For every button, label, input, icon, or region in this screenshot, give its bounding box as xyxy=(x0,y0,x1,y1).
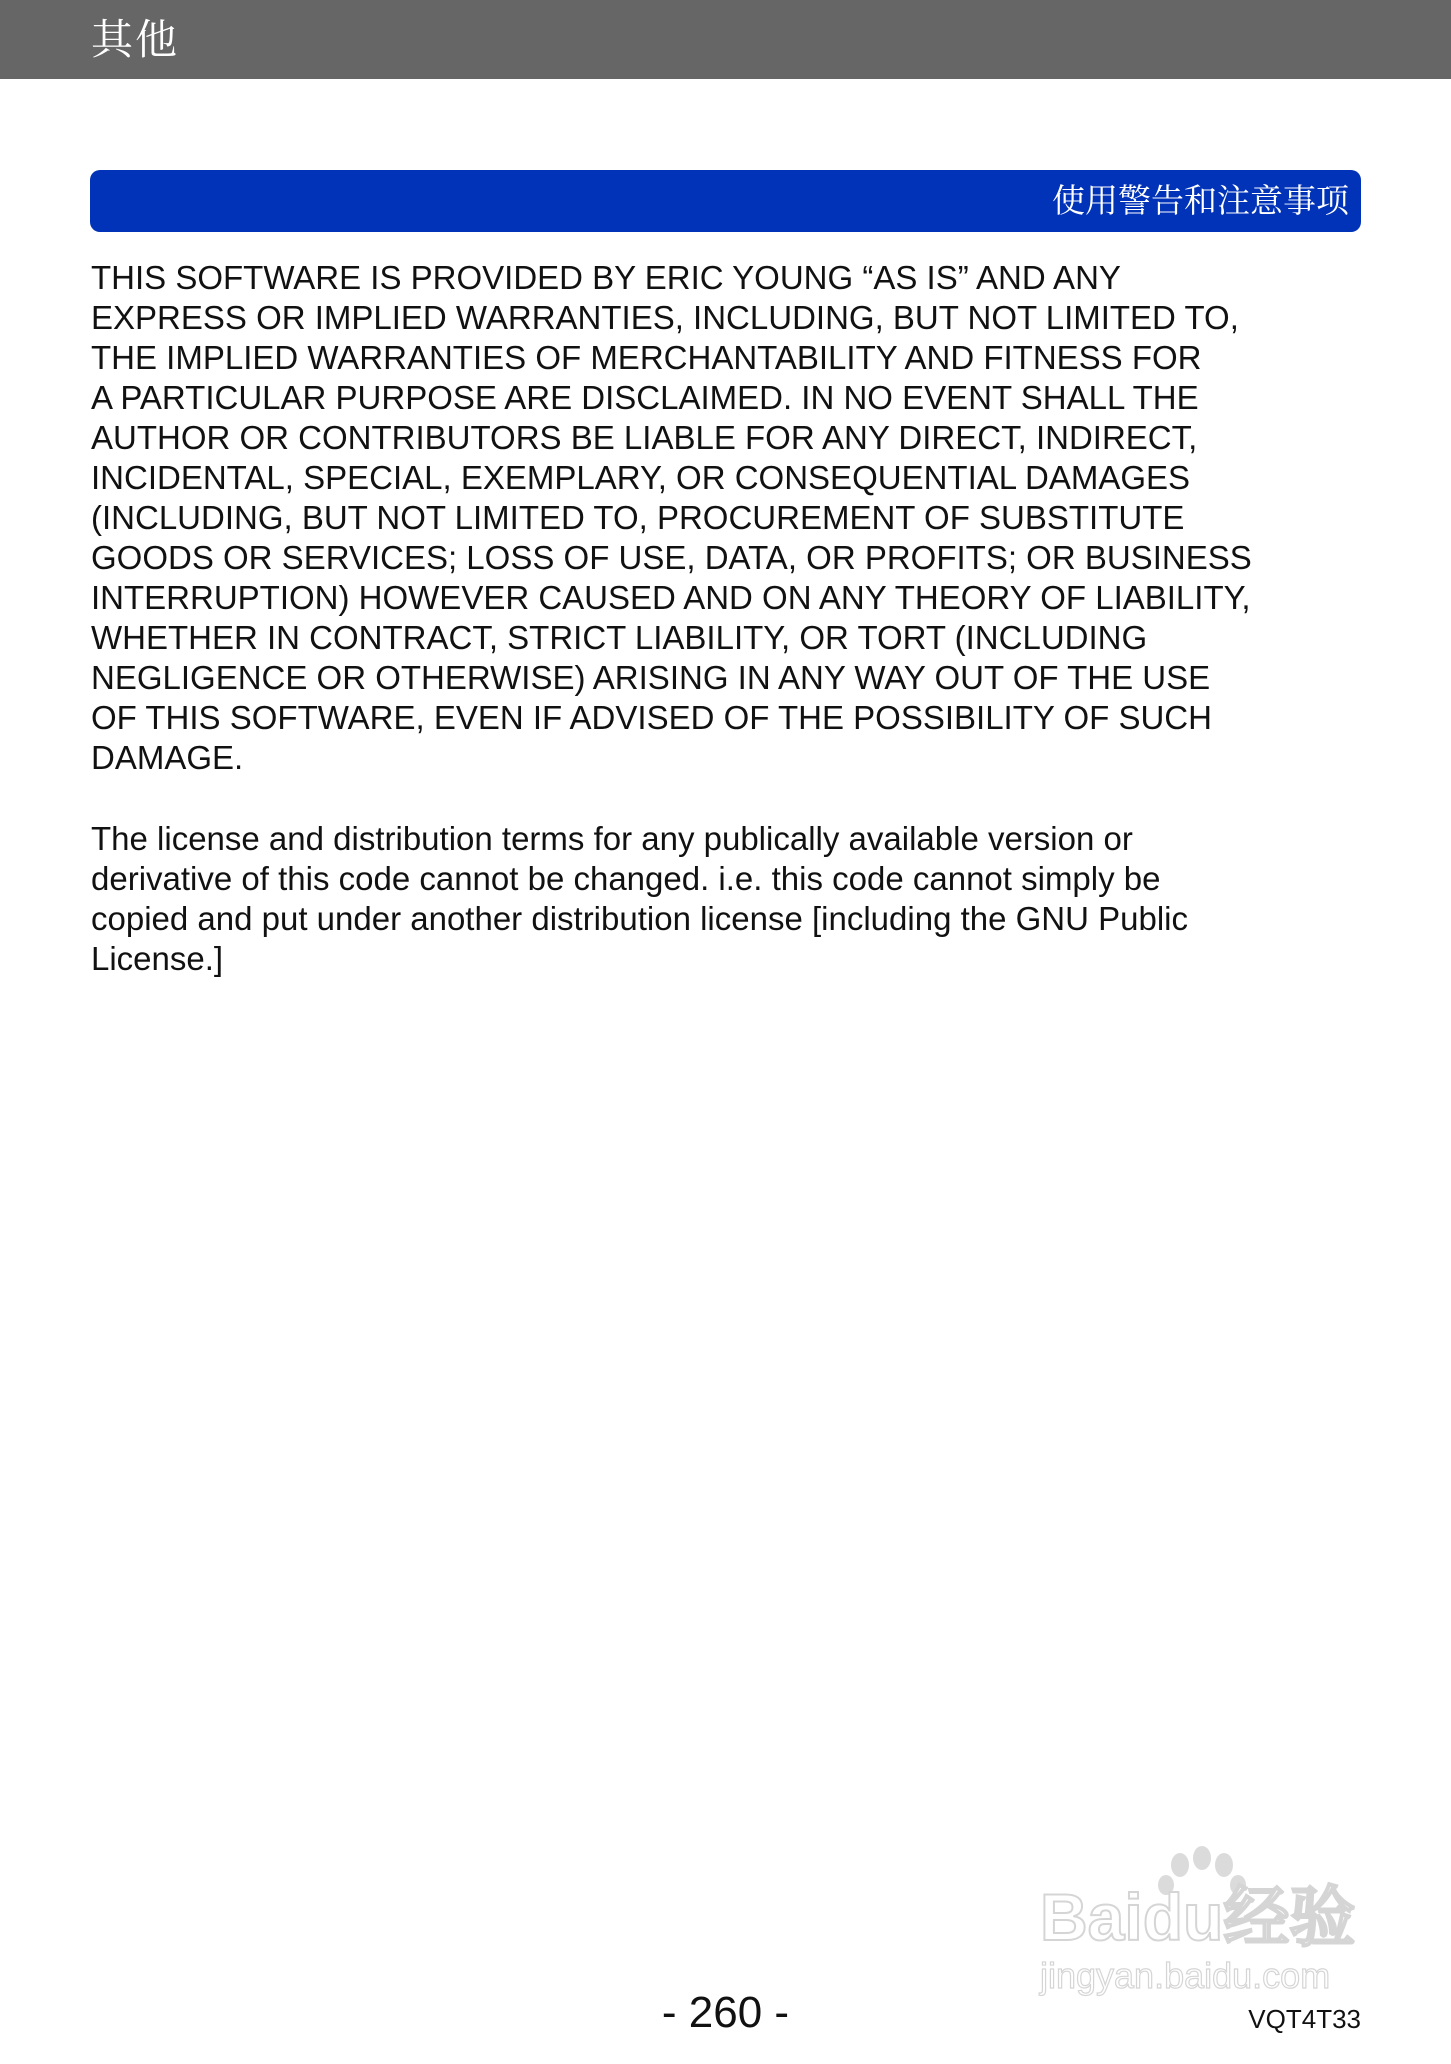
text-line: THE IMPLIED WARRANTIES OF MERCHANTABILITY AND FITNESS FOR xyxy=(91,339,1202,376)
text-line: A PARTICULAR PURPOSE ARE DISCLAIMED. IN NO EVENT SHALL THE xyxy=(91,379,1199,416)
license-paragraph-2 xyxy=(91,819,1381,979)
text-line: THIS SOFTWARE IS PROVIDED BY ERIC YOUNG “AS IS” AND ANY xyxy=(91,259,1121,296)
watermark-url: jingyan.baidu.com xyxy=(1040,1955,1331,1996)
text-line: INCIDENTAL, SPECIAL, EXEMPLARY, OR CONSEQUENTIAL DAMAGES xyxy=(91,459,1191,496)
top-bar xyxy=(0,0,1451,79)
text-line: GOODS OR SERVICES; LOSS OF USE, DATA, OR PROFITS; OR BUSINESS xyxy=(91,539,1252,576)
text-line: (INCLUDING, BUT NOT LIMITED TO, PROCUREMENT OF SUBSTITUTE xyxy=(91,499,1185,536)
text-line: The license and distribution terms for any publically available version or xyxy=(91,820,1133,857)
watermark-brand: Baidu经验 xyxy=(1040,1880,1356,1954)
text-line: derivative of this code cannot be changed. i.e. this code cannot simply be xyxy=(91,860,1161,897)
text-line: License.] xyxy=(91,940,224,977)
page-title: 使用警告和注意事项 xyxy=(1052,181,1349,220)
page-number: - 260 - xyxy=(661,1988,790,2037)
text-line: OF THIS SOFTWARE, EVEN IF ADVISED OF THE POSSIBILITY OF SUCH xyxy=(91,699,1212,736)
document-code: VQT4T33 xyxy=(1248,2004,1361,2034)
section-label: 其他 xyxy=(91,15,180,64)
text-line: DAMAGE. xyxy=(91,739,244,776)
text-line: AUTHOR OR CONTRIBUTORS BE LIABLE FOR ANY DIRECT, INDIRECT, xyxy=(91,419,1198,456)
text-line: NEGLIGENCE OR OTHERWISE) ARISING IN ANY WAY OUT OF THE USE xyxy=(91,659,1211,696)
text-line: WHETHER IN CONTRACT, STRICT LIABILITY, OR TORT (INCLUDING xyxy=(91,619,1148,656)
license-paragraph-1 xyxy=(91,258,1381,778)
text-line: EXPRESS OR IMPLIED WARRANTIES, INCLUDING, BUT NOT LIMITED TO, xyxy=(91,299,1239,336)
text-line: INTERRUPTION) HOWEVER CAUSED AND ON ANY THEORY OF LIABILITY, xyxy=(91,579,1251,616)
baidu-watermark xyxy=(1030,1840,1370,2000)
text-line: copied and put under another distribution license [including the GNU Public xyxy=(91,900,1189,937)
title-banner xyxy=(90,170,1361,232)
